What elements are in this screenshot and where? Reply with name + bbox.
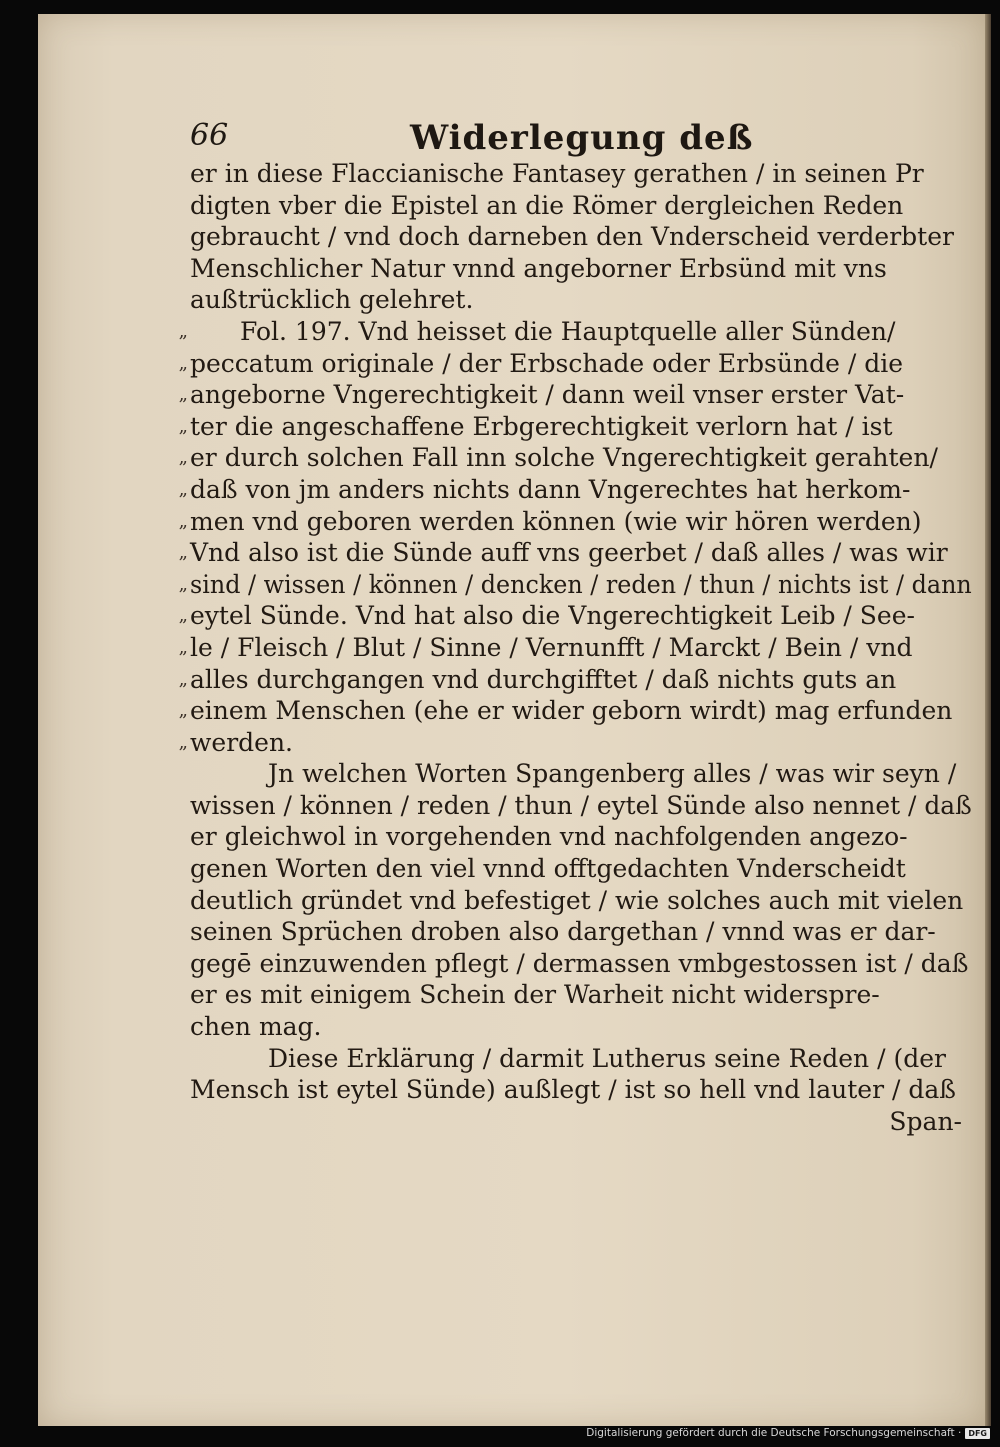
text-line	[190, 221, 980, 253]
text-line	[190, 885, 980, 917]
quotation-mark: „	[178, 542, 188, 564]
line-text: angeborne Vngerechtigkeit / dann weil vnser erster Vat-	[190, 380, 905, 410]
quotation-mark: „	[178, 447, 188, 469]
running-head: Widerlegung deß	[410, 118, 754, 158]
line-text: Mensch ist eytel Sünde) außlegt / ist so hell vnd lauter / daß	[190, 1075, 956, 1105]
text-line	[178, 348, 980, 380]
text-line	[178, 442, 980, 474]
quotation-mark: „	[178, 352, 188, 374]
quotation-mark: „	[178, 700, 188, 722]
text-line	[178, 569, 980, 601]
line-text: er durch solchen Fall inn solche Vngerechtigkeit gerahten/	[190, 443, 938, 473]
quotation-mark: „	[178, 384, 188, 406]
dfg-logo: DFG	[965, 1428, 990, 1439]
text-line	[190, 916, 980, 948]
quotation-mark: „	[178, 320, 188, 342]
quotation-mark: „	[178, 731, 188, 753]
text-line	[190, 790, 980, 822]
line-text: men vnd geboren werden können (wie wir hören werden)	[190, 506, 922, 536]
line-text: chen mag.	[190, 1012, 322, 1042]
text-line	[190, 284, 980, 316]
quotation-mark: „	[178, 510, 188, 532]
digitization-footer	[586, 1425, 990, 1441]
quotation-mark: „	[178, 573, 188, 595]
line-text: peccatum originale / der Erbschade oder Erbsünde / die	[190, 348, 903, 378]
quotation-mark: „	[178, 636, 188, 658]
text-line	[178, 600, 980, 632]
line-text: er es mit einigem Schein der Warheit nicht widerspre-	[190, 980, 880, 1010]
text-line	[178, 537, 980, 569]
text-line	[178, 316, 980, 348]
text-line	[178, 506, 980, 538]
text-line	[190, 821, 980, 853]
text-line	[178, 379, 980, 411]
line-text: er in diese Flaccianische Fantasey gerathen / in seinen Pr	[190, 159, 924, 188]
text-line	[190, 979, 980, 1011]
line-text: le / Fleisch / Blut / Sinne / Vernunfft / Marckt / Bein / vnd	[190, 632, 913, 662]
text-line	[190, 158, 980, 190]
line-text: wissen / können / reden / thun / eytel Sünde also nennet / daß	[190, 790, 972, 820]
quotation-mark: „	[178, 668, 188, 690]
footer-text: Digitalisierung gefördert durch die Deutsche Forschungsgemeinschaft ·	[586, 1427, 962, 1439]
text-line	[190, 253, 980, 285]
text-line	[190, 1011, 980, 1043]
quotation-mark: „	[178, 478, 188, 500]
line-text: Diese Erklärung / darmit Lutherus seine Reden / (der	[268, 1043, 946, 1073]
line-text: gebraucht / vnd doch darneben den Vnderscheid verderbter	[190, 222, 954, 252]
line-text: alles durchgangen vnd durchgifftet / daß nichts guts an	[190, 664, 897, 694]
quotation-mark: „	[178, 415, 188, 437]
line-text: deutlich gründet vnd befestiget / wie solches auch mit vielen	[190, 885, 964, 915]
text-line	[190, 853, 980, 885]
line-text: seinen Sprüchen droben also dargethan / vnnd was er dar-	[190, 917, 936, 947]
text-line	[190, 1074, 980, 1106]
text-line	[178, 727, 980, 759]
line-text: Span-	[889, 1106, 962, 1136]
text-line	[190, 948, 980, 980]
line-text: einem Menschen (ehe er wider geborn wirdt) mag erfunden	[190, 696, 953, 726]
text-line	[190, 1043, 980, 1075]
line-text: Fol. 197. Vnd heisset die Hauptquelle aller Sünden/	[240, 316, 896, 346]
line-text: er gleichwol in vorgehenden vnd nachfolgenden angezo-	[190, 822, 908, 852]
quotation-mark: „	[178, 605, 188, 627]
text-line	[178, 695, 980, 727]
text-line	[178, 411, 980, 443]
text-line	[190, 190, 980, 222]
page-number: 66	[190, 118, 229, 153]
line-text: digten vber die Epistel an die Römer dergleichen Reden	[190, 190, 904, 220]
line-text: eytel Sünde. Vnd hat also die Vngerechtigkeit Leib / See-	[190, 601, 915, 631]
line-text: außtrücklich gelehret.	[190, 285, 474, 315]
text-line	[190, 1106, 980, 1138]
text-line	[190, 758, 980, 790]
text-line	[178, 664, 980, 696]
text-line	[178, 632, 980, 664]
line-text: Vnd also ist die Sünde auff vns geerbet / daß alles / was wir	[190, 538, 948, 568]
line-text: werden.	[190, 727, 293, 757]
text-line	[178, 474, 980, 506]
line-text: genen Worten den viel vnnd offtgedachten Vnderscheidt	[190, 854, 906, 884]
line-text: daß von jm anders nichts dann Vngerechtes hat herkom-	[190, 474, 911, 504]
line-text: sind / wissen / können / dencken / reden / thun / nichts ist / dann	[190, 569, 972, 599]
line-text: Menschlicher Natur vnnd angeborner Erbsünd mit vns	[190, 253, 887, 283]
body-text	[178, 158, 980, 1137]
page-edge	[985, 14, 991, 1426]
line-text: Jn welchen Worten Spangenberg alles / was wir seyn /	[268, 759, 957, 789]
line-text: gegē einzuwenden pflegt / dermassen vmbgestossen ist / daß	[190, 948, 969, 978]
line-text: ter die angeschaffene Erbgerechtigkeit verlorn hat / ist	[190, 411, 893, 441]
